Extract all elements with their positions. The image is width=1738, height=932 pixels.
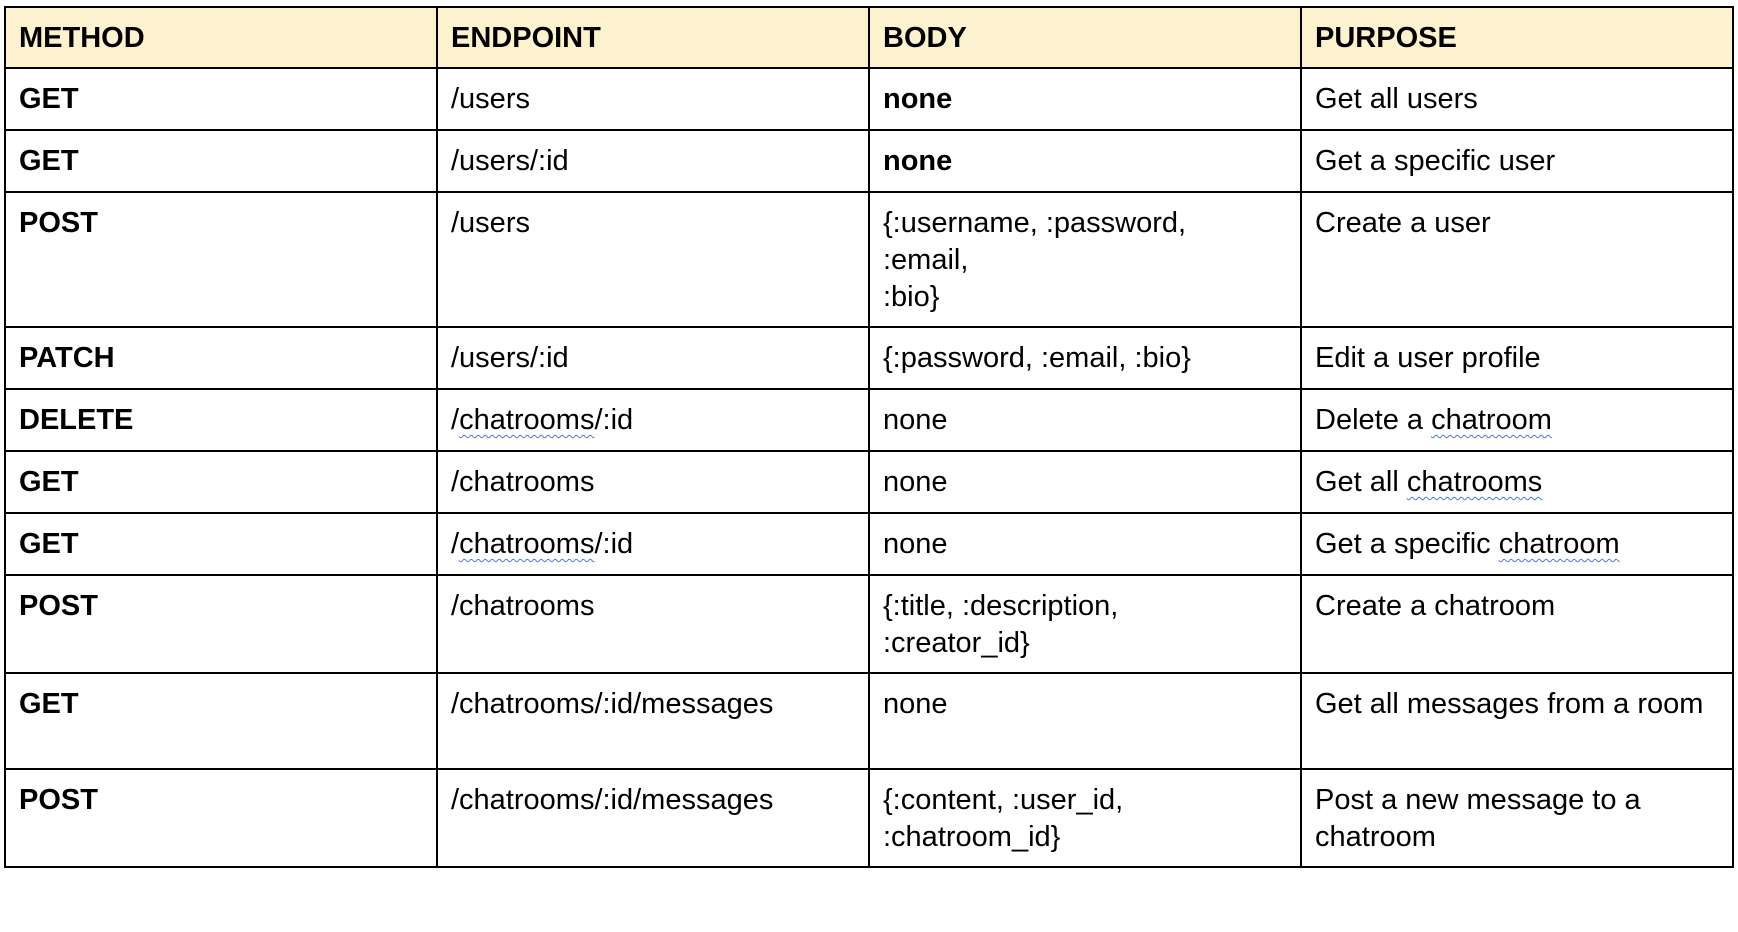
method-cell[interactable]: GET (5, 68, 437, 130)
table-row (5, 575, 1733, 673)
method-cell[interactable]: POST (5, 192, 437, 327)
body-cell[interactable]: none (869, 68, 1301, 130)
table-row (5, 513, 1733, 575)
header-endpoint[interactable]: ENDPOINT (437, 7, 869, 68)
spellcheck-flagged-word[interactable]: chatroom (1431, 404, 1552, 436)
endpoint-cell[interactable]: /users/:id (437, 130, 869, 192)
body-cell[interactable]: {:username, :password, :email, :bio} (869, 192, 1301, 327)
method-cell[interactable]: GET (5, 513, 437, 575)
api-endpoints-table (4, 6, 1734, 868)
purpose-cell[interactable]: Create a user (1301, 192, 1733, 327)
header-body[interactable]: BODY (869, 7, 1301, 68)
endpoint-cell[interactable]: /chatrooms/:id (437, 389, 869, 451)
table-row (5, 769, 1733, 867)
purpose-cell[interactable]: Post a new message to a chatroom (1301, 769, 1733, 867)
body-cell[interactable]: {:content, :user_id, :chatroom_id} (869, 769, 1301, 867)
method-cell[interactable]: GET (5, 130, 437, 192)
endpoint-cell[interactable]: /chatrooms/:id (437, 513, 869, 575)
method-cell[interactable]: POST (5, 769, 437, 867)
body-cell[interactable]: none (869, 130, 1301, 192)
method-cell[interactable]: DELETE (5, 389, 437, 451)
endpoint-cell[interactable]: /chatrooms (437, 575, 869, 673)
table-row (5, 68, 1733, 130)
endpoint-cell[interactable]: /users (437, 68, 869, 130)
purpose-cell[interactable]: Get all chatrooms (1301, 451, 1733, 513)
table-row (5, 327, 1733, 389)
endpoint-cell[interactable]: /chatrooms/:id/messages (437, 769, 869, 867)
purpose-cell[interactable]: Get all messages from a room (1301, 673, 1733, 769)
body-cell[interactable]: {:title, :description, :creator_id} (869, 575, 1301, 673)
body-cell[interactable]: {:password, :email, :bio} (869, 327, 1301, 389)
method-cell[interactable]: POST (5, 575, 437, 673)
method-cell[interactable]: PATCH (5, 327, 437, 389)
purpose-cell[interactable]: Delete a chatroom (1301, 389, 1733, 451)
body-cell[interactable]: none (869, 451, 1301, 513)
endpoint-cell[interactable]: /users/:id (437, 327, 869, 389)
purpose-cell[interactable]: Get a specific chatroom (1301, 513, 1733, 575)
table-row (5, 130, 1733, 192)
table-row (5, 673, 1733, 769)
table-header-row (5, 7, 1733, 68)
header-purpose[interactable]: PURPOSE (1301, 7, 1733, 68)
spellcheck-flagged-word[interactable]: chatrooms (459, 404, 595, 436)
purpose-cell[interactable]: Get all users (1301, 68, 1733, 130)
spellcheck-flagged-word[interactable]: chatrooms (459, 528, 595, 560)
table-row (5, 451, 1733, 513)
purpose-cell[interactable]: Edit a user profile (1301, 327, 1733, 389)
body-cell[interactable]: none (869, 673, 1301, 769)
body-cell[interactable]: none (869, 389, 1301, 451)
table-row (5, 192, 1733, 327)
endpoint-cell[interactable]: /chatrooms/:id/messages (437, 673, 869, 769)
body-cell[interactable]: none (869, 513, 1301, 575)
table-row (5, 389, 1733, 451)
spellcheck-flagged-word[interactable]: chatroom (1498, 528, 1620, 560)
header-method[interactable]: METHOD (5, 7, 437, 68)
spellcheck-flagged-word[interactable]: chatrooms (1406, 466, 1543, 498)
purpose-cell[interactable]: Create a chatroom (1301, 575, 1733, 673)
endpoint-cell[interactable]: /users (437, 192, 869, 327)
purpose-cell[interactable]: Get a specific user (1301, 130, 1733, 192)
method-cell[interactable]: GET (5, 451, 437, 513)
method-cell[interactable]: GET (5, 673, 437, 769)
endpoint-cell[interactable]: /chatrooms (437, 451, 869, 513)
